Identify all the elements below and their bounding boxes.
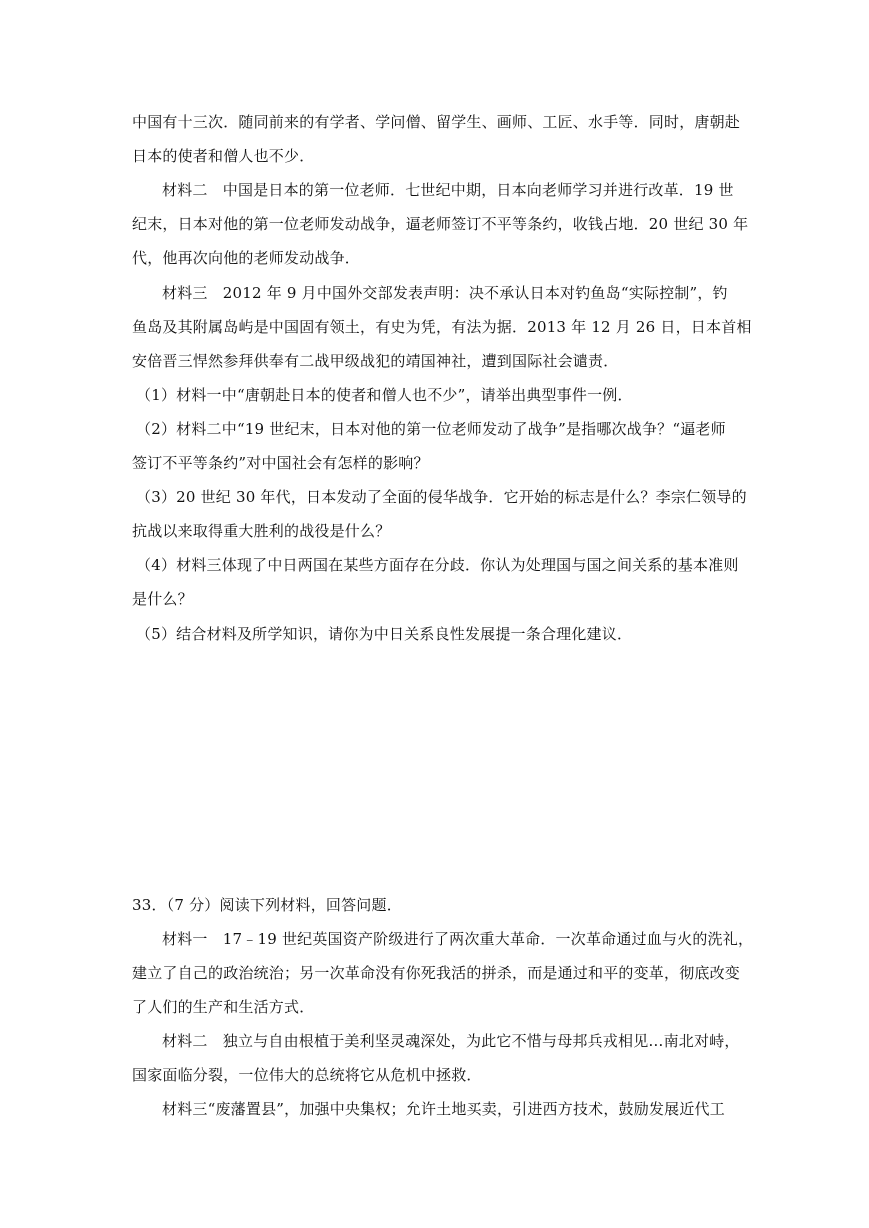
material2-line-2: 纪末，日本对他的第一位老师发动战争，逼老师签订不平等条约，收钱占地．20 世纪 30 年 xyxy=(132,215,749,233)
q33-material1-line-2: 建立了自己的政治统治；另一次革命没有你死我活的拼杀，而是通过和平的变革，彻底改变 xyxy=(132,964,741,982)
q33-header: 33．（7 分）阅读下列材料，回答问题． xyxy=(132,896,402,914)
q33-material2-line-1: 材料二 独立与自由根植于美利坚灵魂深处，为此它不惜与母邦兵戎相见…南北对峙， xyxy=(162,1032,740,1050)
q33-material1-line-1: 材料一 17﹣19 世纪英国资产阶级进行了两次重大革命．一次革命通过血与火的洗礼， xyxy=(162,930,754,948)
material1-line-1: 中国有十三次．随同前来的有学者、学问僧、留学生、画师、工匠、水手等．同时，唐朝赴 xyxy=(132,113,741,131)
question-4-line-2: 是什么？ xyxy=(132,590,193,608)
material3-line-1: 材料三 2012 年 9 月中国外交部发表声明：决不承认日本对钓鱼岛“实际控制”，钓 xyxy=(162,284,728,302)
q33-material3-line-1: 材料三“废藩置县”，加强中央集权；允许土地买卖，引进西方技术，鼓励发展近代工 xyxy=(162,1100,725,1118)
question-2-line-1: （2）材料二中“19 世纪末，日本对他的第一位老师发动了战争”是指哪次战争？“逼老师 xyxy=(136,420,726,438)
material3-line-3: 安倍晋三悍然参拜供奉有二战甲级战犯的靖国神社，遭到国际社会谴责． xyxy=(132,352,619,370)
material2-line-1: 材料二 中国是日本的第一位老师．七世纪中期，日本向老师学习并进行改革．19 世 xyxy=(162,181,734,199)
question-3-line-1: （3）20 世纪 30 年代，日本发动了全面的侵华战争．它开始的标志是什么？李宗仁领导的 xyxy=(136,488,747,506)
question-1: （1）材料一中“唐朝赴日本的使者和僧人也不少”，请举出典型事件一例． xyxy=(136,386,633,404)
q33-material1-line-3: 了人们的生产和生活方式． xyxy=(132,998,315,1016)
material3-line-2: 鱼岛及其附属岛屿是中国固有领土，有史为凭，有法为据．2013 年 12 月 26 日，日本首相 xyxy=(132,318,752,336)
question-5: （5）结合材料及所学知识，请你为中日关系良性发展提一条合理化建议． xyxy=(136,625,633,643)
q33-material2-line-2: 国家面临分裂，一位伟大的总统将它从危机中拯救． xyxy=(132,1066,482,1084)
question-4-line-1: （4）材料三体现了中日两国在某些方面存在分歧．你认为处理国与国之间关系的基本准则 xyxy=(136,556,739,574)
material1-line-2: 日本的使者和僧人也不少． xyxy=(132,147,315,165)
question-2-line-2: 签订不平等条约”对中国社会有怎样的影响？ xyxy=(132,454,429,472)
question-3-line-2: 抗战以来取得重大胜利的战役是什么？ xyxy=(132,522,391,540)
material2-line-3: 代，他再次向他的老师发动战争． xyxy=(132,249,361,267)
